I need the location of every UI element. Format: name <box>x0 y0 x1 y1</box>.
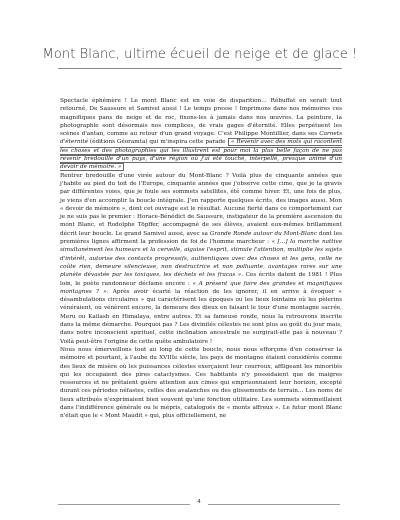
title-divider <box>58 68 342 69</box>
book-title-carnets: Carnets d'éternité <box>60 131 342 146</box>
paragraph-3 <box>60 346 342 421</box>
quote-montillier: « Revenir avec des mots qui racontent les choses et des photographies qui les illustrent est pour moi la plus belle façon de ne pas revenir bredouille d'un pays, d'une région où j'ai été touché, interpellé, presque animé d'un devoir de mémoire. » <box>60 139 342 171</box>
paragraph-1-text-2: (éditions Géoramta) qui m'inspira cette parade : <box>88 139 232 146</box>
quote-samivel-2: « A présent que faire des grandes et magnifiques montagnes ? » <box>60 280 342 295</box>
paragraph-2 <box>60 172 342 346</box>
quote-samivel: « […] la marche nattive simultanément les humeurs et la cervelle, aiguise l'esprit, stimule l'attention, multiplie les sujets d'intérêt, autorise des contacts progressifs, authentiques avec des choses et les gens, celle ne coûte rien, demeure silencieuse, non destructrice et non polluante, avantages rares sur une planète dévastée par les toxiques, les déchets et les fracas » <box>60 239 342 279</box>
paragraph-2-text: Rentrer bredouille d'une virée autour du Mont-Blanc ? Voilà plus de cinquante années que j'habite au pied du toit de l'Europe, cinquante années que j'observe cette cime, que je la gravis par différentes voies, que je foule ses sommets satellites, été comme hiver. Et, une fois de plus, je viens d'en accomplir la boucle intégrale. J'en rapporte quelques écrits, des images aussi. Mon « devoir de mémoire », dont cet ouvrage est le résultat. Aucune fierté dans ce comportement car je ne suis pas le premier : Horace-Bénédict de Saussure, instigateur de la première ascension du mont Blanc, et Rodolphe Töpffer, accompagné de ses élèves, avaient eux-mêmes brillamment décrit leur boucle. Le grand Samivel aussi, avec sa <box>60 172 342 237</box>
book-title-grande-ronde: Grande Ronde autour du Mont-Blanc <box>209 230 318 237</box>
paragraph-1 <box>60 97 342 172</box>
body-text <box>60 97 342 421</box>
page-title: Mont Blanc, ultime écueil de neige et de glace ! <box>42 47 358 62</box>
page-number: 4 <box>197 499 201 505</box>
paragraph-2-text-4: . Après avoir écarté la réaction de les ignorer, il en arrive à évoquer « désambulations circulaires » qui caractérisent les époques ou les lieux lointains où les pèlerins vénéraient, ou vénèrent encore, la demeure des dieux en faisant le tour d'une montagne sacrée, Meru ou Kailash en Himalaya, entre autres. Et sa fameuse ronde, nous la retrouvons inscrite dans la même démarche. Pourquoi pas ? Les divinités célestes ne sont plus au goût du jour mais, dans notre inconscient spirituel, cette inclination ancestrale ne surgirait-elle pas à nouveau ? Voilà peut-être l'origine de cette quête ambulatoire ! <box>60 288 342 345</box>
paragraph-3-text: Nous nous émerveillons tout au long de cette boucle, nous nous efforçons d'en conserver la mémoire et pourtant, à l'aube du XVIIIe siècle, les pays de montagne étaient considérés comme des lieux de misère où les puissances célestes exerçaient leur courroux, affligeant les minorités qui les occupaient des pires cataclysmes. Ces habitants n'y possédaient que de maigres ressources et ne prêtaient guère attention aux cimes qui emprisonnaient leur horizon, excepté durant ces périodes néfastes, celles des avalanches ou des glissements de terrain… Les noms de lieux attribués n'exprimaient bien souvent qu'une fonction utilitaire. Les sommets sommeillaient dans l'indifférence générale ou le mépris, catalogués de « monts affreux ». Le futur mont Blanc n'était que le « Mont Maudit » qui, plus officiellement, ne <box>60 346 342 420</box>
footer-divider-left <box>58 504 190 505</box>
footer-divider-right <box>208 504 340 505</box>
paragraph-2-text-3: . Ces écrits datent de 1981 ! Plus loin, le poète randonneur déclame encore : <box>60 272 342 287</box>
paragraph-1-text: Spectacle éphémère ! Le mont Blanc est en voie de disparition… Rébuffat en serait tout retourné, De Saussure et Samivel aussi ! Le temps presse ! Imprimons dans nos mémoires ces magnifiques pans de neige et de roc, fixons-les à jamais dans nos œuvres. La peinture, la photographie sont désormais nos complices, de vrais gages d'éternité. Elles perpétuent les scènes d'antan, comme au retour d'un grand voyage. C'est Philippe Montillier, dans ses <box>60 98 342 138</box>
paragraph-2-text-2: dont les premières lignes affirment la profession de foi de l'homme marcheur : <box>60 230 342 246</box>
